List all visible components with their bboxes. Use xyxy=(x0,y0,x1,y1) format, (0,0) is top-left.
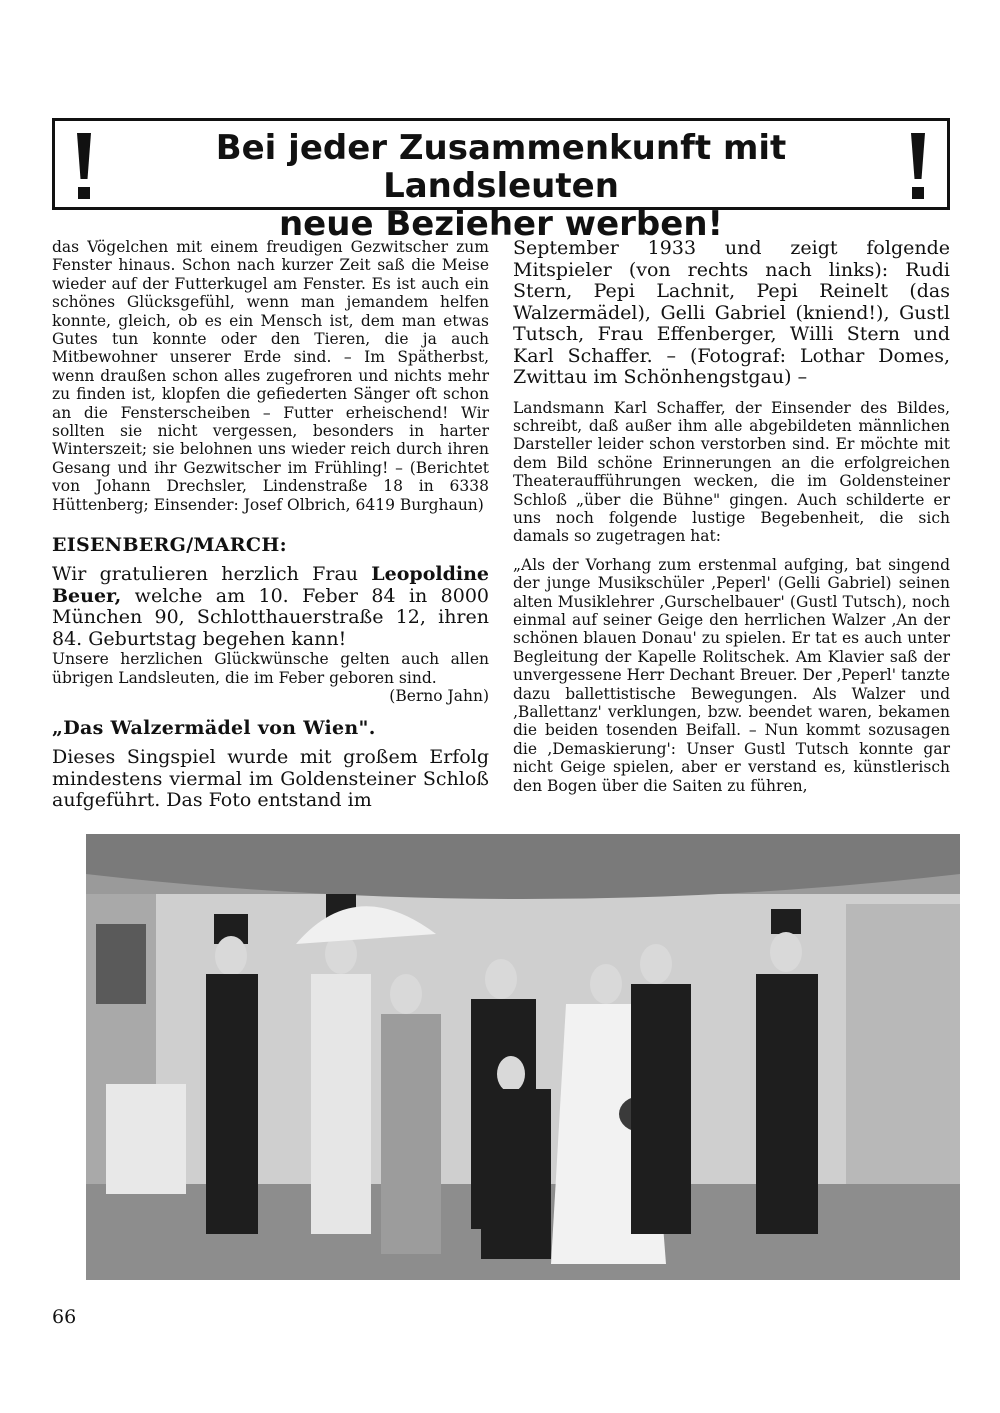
theater-group-photo xyxy=(86,834,960,1280)
birthday-person-name: Leopoldine Beuer, xyxy=(52,563,489,607)
theater-photo-illustration xyxy=(86,834,960,1280)
page-number: 66 xyxy=(52,1306,77,1328)
birthday-text-post: welche am 10. Feber 84 in 8000 München 90, Schlotthauerstraße 12, ihren 84. Geburtstag begehen kann! xyxy=(52,584,489,650)
photo-caption-text: September 1933 und zeigt folgende Mitspieler (von rechts nach links): Rudi Stern, Pepi Lachnit, Pepi Reinelt (das Walzermädel), Gelli Gabriel (kniend!), Gustl Tutsch, Frau Effenberger, Willi Stern und Karl Schaffer. – (Fotograf: Lothar Domes, Zwittau im Schönhengstgau) – xyxy=(513,237,950,388)
right-column xyxy=(513,238,950,795)
banner-line-1: Bei jeder Zusammenkunft mit Landsleuten xyxy=(215,128,787,206)
anecdote-text: „Als der Vorhang zum erstenmal aufging, bat singend der junge Musikschüler ‚Peperl' (Gelli Gabriel) seinen alten Musiklehrer ‚Gurschelbauer' (Gustl Tutsch), noch einmal auf seiner Geige den herrlichen Walzer ‚An der schönen blauen Donau' zu spielen. Er tat es auch unter Begleitung der Kapelle Rolitschek. Am Klavier saß der unvergessene Herr Dechant Breuer. Der ‚Peperl' tanzte dazu ballettistische Bewegungen. Als Walzer und ‚Ballettanz' verklungen, bzw. beendet waren, bekamen die beiden tosenden Beifall. – Nun kommt sozusagen die ‚Demaskierung': Unser Gustl Tutsch konnte gar nicht Geige spielen, aber er verstand es, künstlerisch den Bogen über die Saiten zu führen, xyxy=(513,555,950,795)
banner-line-2: neue Bezieher werben! xyxy=(278,204,724,244)
bird-story-text: das Vögelchen mit einem freudigen Gezwitscher zum Fenster hinaus. Schon nach kurzer Zeit saß die Meise wieder auf der Futterkugel am Fenster. Es ist auch ein schönes Glücksgefühl, wenn man jemandem helfen konnte, gleich, ob es ein Mensch ist, dem man etwas Gutes tun konnte oder den Tieren, die ja auch Mitbewohner unserer Erde sind. – Im Spätherbst, wenn draußen schon alles zugefroren und nichts mehr zu finden ist, klopfen die gefiederten Sänger oft schon an die Fensterscheiben – Futter erheischend! Wir sollten sie nicht vergessen, besonders in harter Winterszeit; sie belohnen uns wieder reich durch ihren Gesang und ihr Gezwitscher im Frühling! – (Berichtet von Johann Drechsler, Lindenstraße 18 in 6338 Hüttenberg; Einsender: Josef Olbrich, 6419 Burghaun) xyxy=(52,238,489,514)
eisenberg-heading: EISENBERG/MARCH: xyxy=(52,534,287,557)
walzermaedel-heading: „Das Walzermädel von Wien". xyxy=(52,717,376,740)
subscription-banner xyxy=(52,118,950,244)
birthday-text xyxy=(52,564,489,650)
exclamation-icon xyxy=(77,133,91,203)
left-column xyxy=(52,238,489,812)
schaffer-letter-text: Landsmann Karl Schaffer, der Einsender des Bildes, schreibt, daß außer ihm alle abgebildeten männlichen Darsteller leider schon verstorben sind. Er möchte mit dem Bild schöne Erinnerungen an die erfolgreichen Theateraufführungen wecken, die im Goldensteiner Schloß „über die Bühne" gingen. Auch schilderte er uns noch folgende lustige Begebenheit, die sich damals so zugetragen hat: xyxy=(513,398,950,546)
greetings-text: Unsere herzlichen Glückwünsche gelten auch allen übrigen Landsleuten, die im Feber geboren sind. xyxy=(52,650,489,687)
singspiel-text: Dieses Singspiel wurde mit großem Erfolg mindestens viermal im Goldensteiner Schloß aufgeführt. Das Foto entstand im xyxy=(52,746,489,812)
banner-text xyxy=(125,129,877,243)
author-signature: (Berno Jahn) xyxy=(389,686,489,705)
birthday-text-pre: Wir gratulieren herzlich Frau xyxy=(52,563,372,586)
exclamation-icon xyxy=(911,133,925,203)
